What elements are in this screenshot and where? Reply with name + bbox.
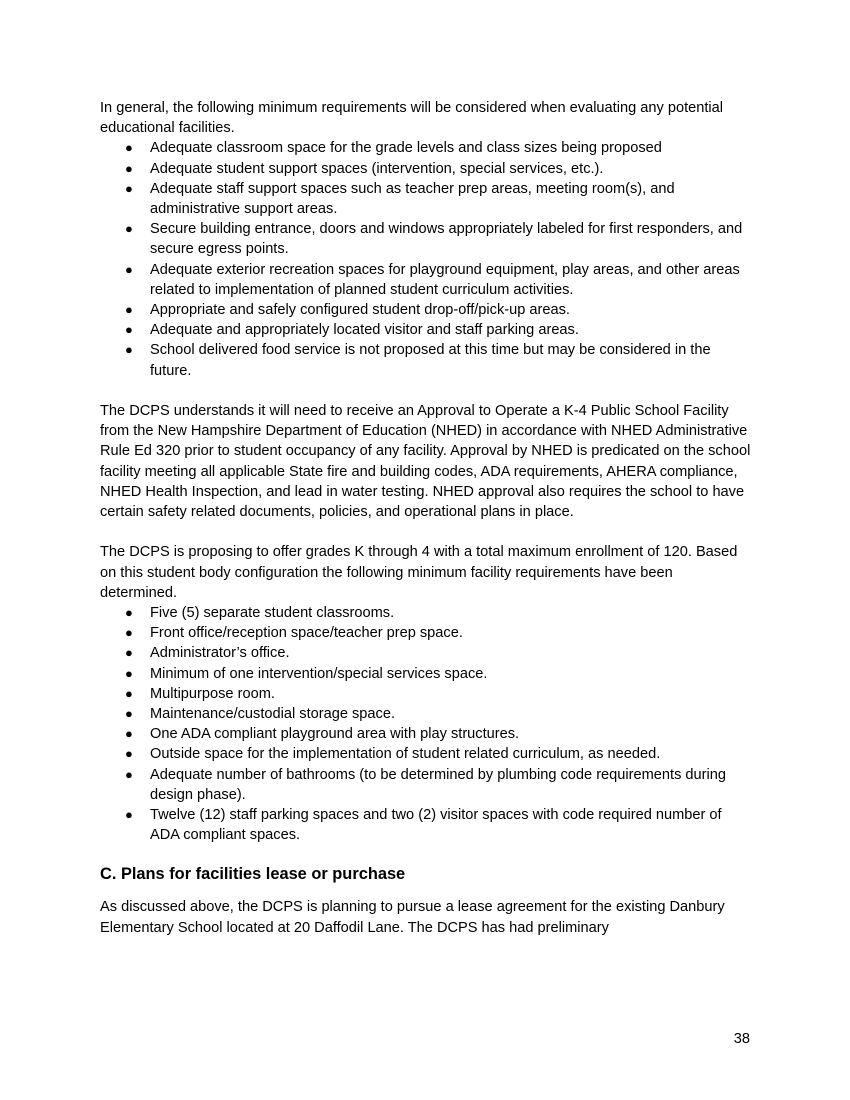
list-item-text: Multipurpose room. [150,685,275,702]
bullet-icon: ● [125,261,133,277]
bullet-icon: ● [125,766,133,782]
bullet-icon: ● [125,685,133,701]
list-item-text: Adequate and appropriately located visitor and staff parking areas. [150,322,579,339]
bullet-icon: ● [125,746,133,762]
bullet-icon: ● [125,645,133,661]
enrollment-paragraph: The DCPS is proposing to offer grades K through 4 with a total maximum enrollment of 120. Based on this student body configuration the following minimum facility requirements have been determined. [100,544,738,601]
list-item-text: Administrator’s office. [150,645,290,662]
list-item [100,704,752,724]
list-item [100,179,752,219]
bullet-icon: ● [125,625,133,641]
list-item-text: Adequate number of bathrooms (to be determined by plumbing code requirements during design phase). [150,766,726,803]
list-item-text: Minimum of one intervention/special services space. [150,665,488,682]
bullet-icon: ● [125,665,133,681]
bullet-icon: ● [125,726,133,742]
section-heading: C. Plans for facilities lease or purchase [100,865,406,884]
list-item-text: Maintenance/custodial storage space. [150,706,396,723]
list-item-text: Adequate student support spaces (intervention, special services, etc.). [150,160,604,177]
list-item [100,138,752,158]
list-item-text: Adequate staff support spaces such as teacher prep areas, meeting room(s), and administrative support areas. [150,180,675,218]
page-number: 38 [733,1031,750,1047]
lease-paragraph: As discussed above, the DCPS is planning to pursue a lease agreement for the existing Danbury Elementary School located at 20 Daffodil Lane. The DCPS has had preliminary [100,899,725,936]
spacer [100,845,752,863]
list-item-text: Twelve (12) staff parking spaces and two (2) visitor spaces with code required number of ADA compliant spaces. [150,807,722,844]
facility-requirements-list [100,603,752,845]
list-item [100,765,752,805]
list-item [100,664,752,684]
bullet-icon: ● [125,160,133,176]
bullet-icon: ● [125,180,133,196]
bullet-icon: ● [125,302,133,318]
spacer [100,522,752,542]
list-item-text: Adequate exterior recreation spaces for playground equipment, play areas, and other areas related to implementation of planned student curriculum activities. [150,261,740,298]
list-item [100,643,752,663]
list-item [100,805,752,845]
list-item [100,320,752,340]
list-item [100,340,752,380]
bullet-icon: ● [125,706,133,722]
list-item [100,623,752,643]
approval-paragraph: The DCPS understands it will need to receive an Approval to Operate a K-4 Public School Facility from the New Hampshire Department of Education (NHED) in accordance with NHED Administrative Rule Ed 320 prior to student occupancy of any facility. Approval by NHED is predicated on the school facility meeting all applicable State fire and building codes, ADA requirements, AHERA compliance, NHED Health Inspection, and lead in water testing. NHED approval also requires the school to have certain safety related documents, policies, and operational plans in place. [100,403,751,521]
bullet-icon: ● [125,605,133,621]
list-item [100,300,752,320]
list-item [100,684,752,704]
list-item-text: One ADA compliant playground area with play structures. [150,726,520,743]
bullet-icon: ● [125,342,133,358]
list-item-text: Outside space for the implementation of student related curriculum, as needed. [150,746,661,763]
spacer [100,885,752,897]
intro-paragraph: In general, the following minimum requirements will be considered when evaluating any potential educational facilities. [100,100,724,137]
page-content [100,98,752,938]
bullet-icon: ● [125,221,133,237]
list-item-text: Secure building entrance, doors and windows appropriately labeled for first responders, and secure egress points. [150,221,743,258]
spacer [100,381,752,401]
list-item-text: Five (5) separate student classrooms. [150,605,395,622]
list-item [100,603,752,623]
bullet-icon: ● [125,140,133,156]
list-item [100,260,752,300]
list-item [100,744,752,764]
list-item-text: Adequate classroom space for the grade levels and class sizes being proposed [150,140,662,157]
bullet-icon: ● [125,322,133,338]
list-item [100,219,752,259]
requirements-list [100,138,752,380]
list-item-text: School delivered food service is not proposed at this time but may be considered in the future. [150,342,711,379]
list-item [100,159,752,179]
bullet-icon: ● [125,807,133,823]
list-item [100,724,752,744]
list-item-text: Front office/reception space/teacher prep space. [150,625,463,642]
list-item-text: Appropriate and safely configured student drop-off/pick-up areas. [150,302,570,319]
